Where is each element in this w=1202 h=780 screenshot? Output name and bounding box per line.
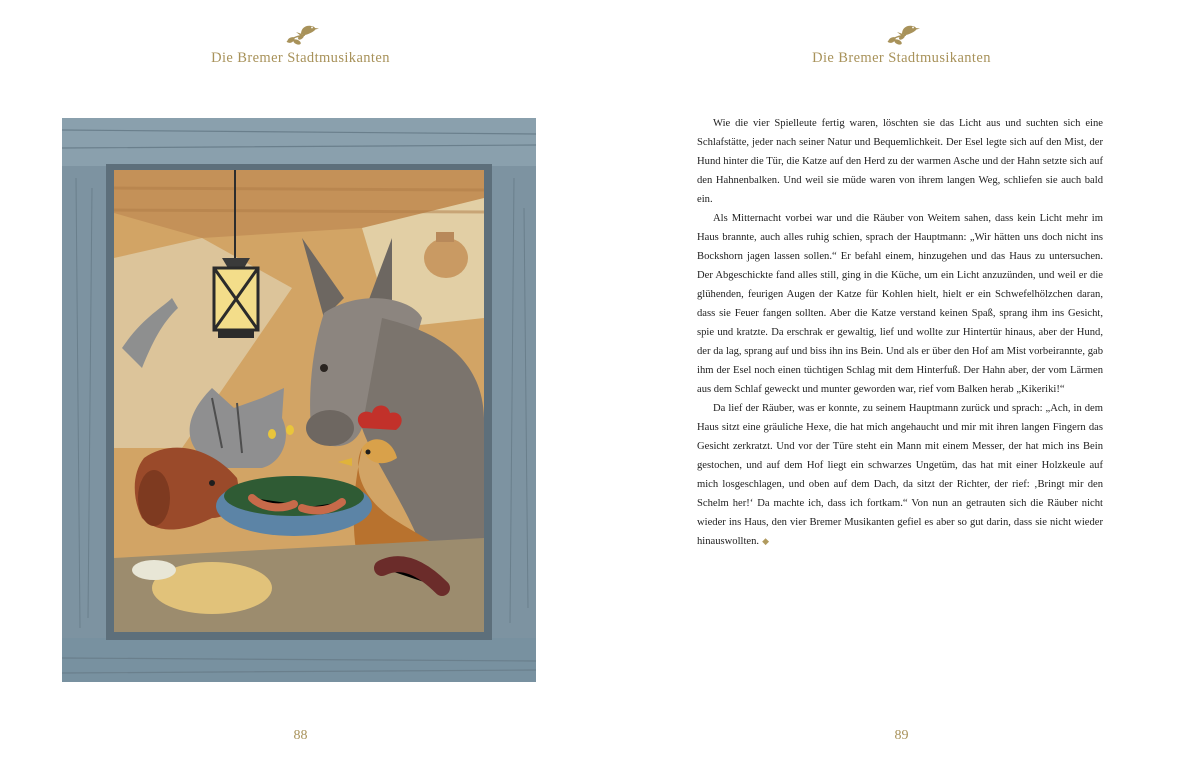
end-mark-icon: ◆: [762, 536, 770, 546]
folio-left: 88: [293, 728, 308, 743]
running-head-left: Die Bremer Stadtmusikanten: [211, 50, 390, 66]
bird-ornament-icon: [281, 20, 321, 48]
story-text: [697, 114, 1103, 551]
running-head-right: Die Bremer Stadtmusikanten: [812, 50, 991, 66]
folio-right: 89: [894, 728, 909, 743]
paragraph-3-text: Da lief der Räuber, was er konnte, zu seinem Hauptmann zurück und sprach: „Ach, in dem Haus sitzt eine gräuliche Hexe, die hat mich angehaucht und mir mit ihren langen Fingern das Gesicht zerkratzt. Und vor der Türe steht ein Mann mit einem Messer, der hat mich ins Bein gestochen, und auf dem Hof liegt ein schwarzes Ungetüm, das hat mit einer Holzkeule auf mich losgeschlagen, und oben auf dem Dach, da sitzt der Richter, der rief: ‚Bringt mir den Schelm her!‘ Da machte ich, dass ich fortkam.“ Von nun an getrauten sich die Räuber nicht wieder ins Haus, den vier Bremer Musikanten gefiel es aber so gut darin, dass sie nicht wieder hinauswollten.: [697, 403, 1103, 547]
right-page: [601, 0, 1202, 780]
bird-ornament-icon: [882, 20, 922, 48]
right-header: [601, 20, 1202, 67]
paragraph-3: [697, 399, 1103, 551]
bremen-musicians-illustration: [62, 118, 536, 682]
paragraph-1: Wie die vier Spielleute fertig waren, löschten sie das Licht aus und suchten sich eine Schlafstätte, jeder nach seiner Natur und Bequemlichkeit. Der Esel legte sich auf den Mist, der Hund hinter die Tür, die Katze auf den Herd zu der warmen Asche und der Hahn setzte sich auf den Hahnenbalken. Und weil sie müde waren von ihrem langen Weg, schliefen sie auch bald ein.: [697, 118, 1103, 205]
paragraph-2: Als Mitternacht vorbei war und die Räuber von Weitem sahen, dass kein Licht mehr im Haus brannte, auch alles ruhig schien, sprach der Hauptmann: „Wir hätten uns doch nicht ins Bockshorn jagen lassen sollen.“ Er befahl einem, hinzugehen und das Haus zu untersuchen. Der Abgeschickte fand alles still, ging in die Küche, um ein Licht anzuzünden, und weil er die glühenden, feurigen Augen der Katze für Kohlen hielt, hielt er ein Schwefelhölzchen daran, dass sie Feuer fangen sollten. Aber die Katze verstand keinen Spaß, sprang ihm ins Gesicht, spie und kratzte. Da erschrak er gewaltig, lief und wollte zur Hintertür hinaus, aber der Hund, der da lag, sprang auf und biss ihn ins Bein. Und als er über den Hof am Mist vorbeirannte, gab ihm der Esel noch einen tüchtigen Schlag mit dem Hinterfuß. Der Hahn aber, der vom Lärmen aus dem Schlaf geweckt und munter geworden war, rief vom Balken herab „Kikeriki!“: [697, 213, 1103, 395]
left-header: [0, 20, 601, 67]
